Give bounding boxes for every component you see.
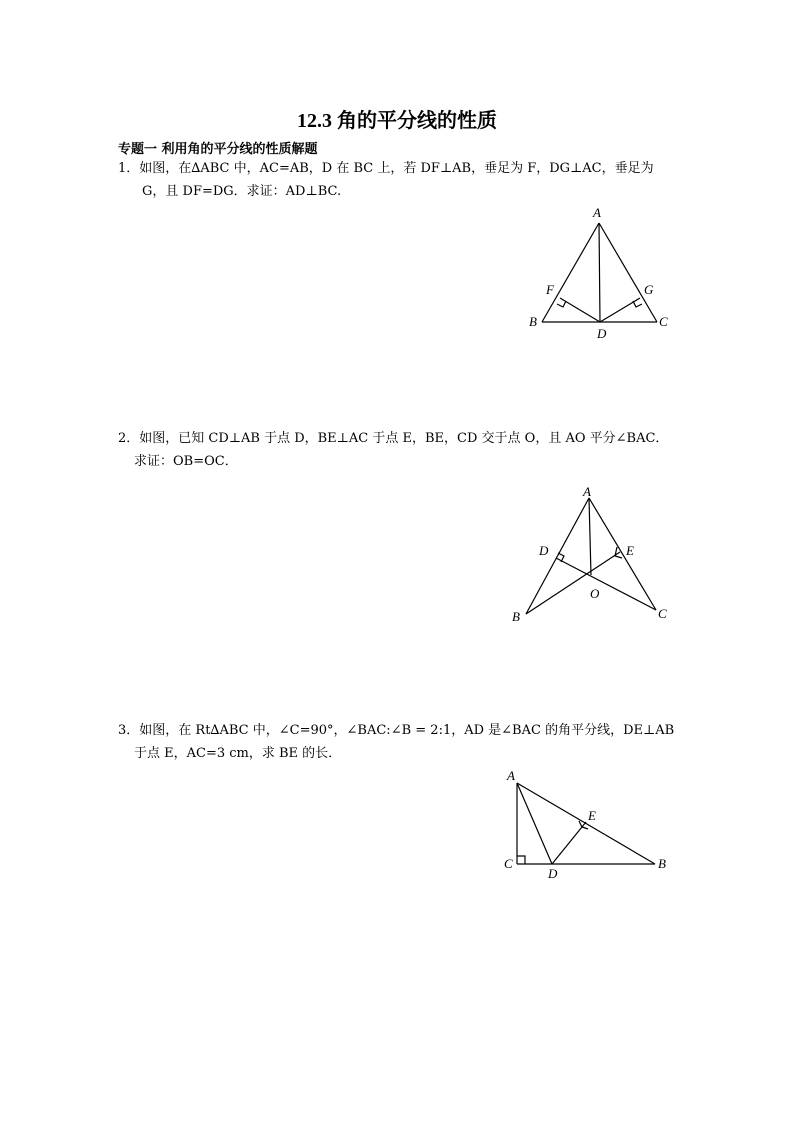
question-2-line-2: 求证：OB=OC． — [134, 454, 238, 469]
question-2 — [118, 427, 698, 473]
label-e: E — [588, 808, 596, 823]
label-a: A — [583, 484, 591, 499]
right-angle-mark-f — [557, 301, 566, 307]
segment-ad — [599, 223, 600, 322]
question-2-line-1: 2．如图，已知 CD⊥AB 于点 D，BE⊥AC 于点 E，BE，CD 交于点 O，且 AO 平分∠BAC． — [118, 431, 669, 446]
label-e: E — [626, 543, 634, 558]
label-a: A — [507, 768, 515, 783]
figure-2 — [505, 480, 680, 630]
figure-3 — [500, 765, 680, 885]
label-g: G — [644, 282, 654, 297]
segment-de — [552, 822, 586, 864]
label-b: B — [529, 314, 537, 329]
label-o: O — [590, 586, 600, 601]
label-b: B — [512, 609, 520, 624]
label-a: A — [593, 205, 601, 220]
question-1-line-2: G，且 DF=DG．求证：AD⊥BC. — [142, 184, 342, 199]
page-title: 12.3 角的平分线的性质 — [297, 110, 497, 132]
segment-dg — [600, 298, 640, 322]
question-1 — [118, 157, 698, 203]
figure-1 — [520, 200, 680, 350]
right-angle-mark-c — [517, 856, 525, 864]
label-c: C — [504, 856, 513, 871]
segment-be — [526, 552, 620, 614]
label-d: D — [548, 866, 558, 881]
segment-ao — [589, 498, 591, 575]
label-c: C — [659, 314, 668, 329]
segment-ad — [517, 783, 552, 864]
label-d: D — [597, 326, 607, 341]
section-heading: 专题一 利用角的平分线的性质解题 — [118, 142, 318, 157]
label-c: C — [658, 606, 667, 621]
question-1-line-1: 1．如图，在∆ABC 中，AC=AB，D 在 BC 上，若 DF⊥AB，垂足为 F，DG⊥AC，垂足为 — [118, 161, 654, 176]
question-3-line-1: 3．如图，在 Rt∆ABC 中，∠C=90°，∠BAC:∠B = 2:1，AD 是∠BAC 的角平分线，DE⊥AB — [118, 723, 675, 738]
question-3-line-2: 于点 E，AC=3 cm，求 BE 的长． — [134, 746, 342, 761]
label-f: F — [546, 282, 554, 297]
label-d: D — [539, 543, 549, 558]
label-b: B — [658, 856, 666, 871]
triangle-abc — [517, 783, 655, 864]
question-3 — [118, 719, 698, 765]
